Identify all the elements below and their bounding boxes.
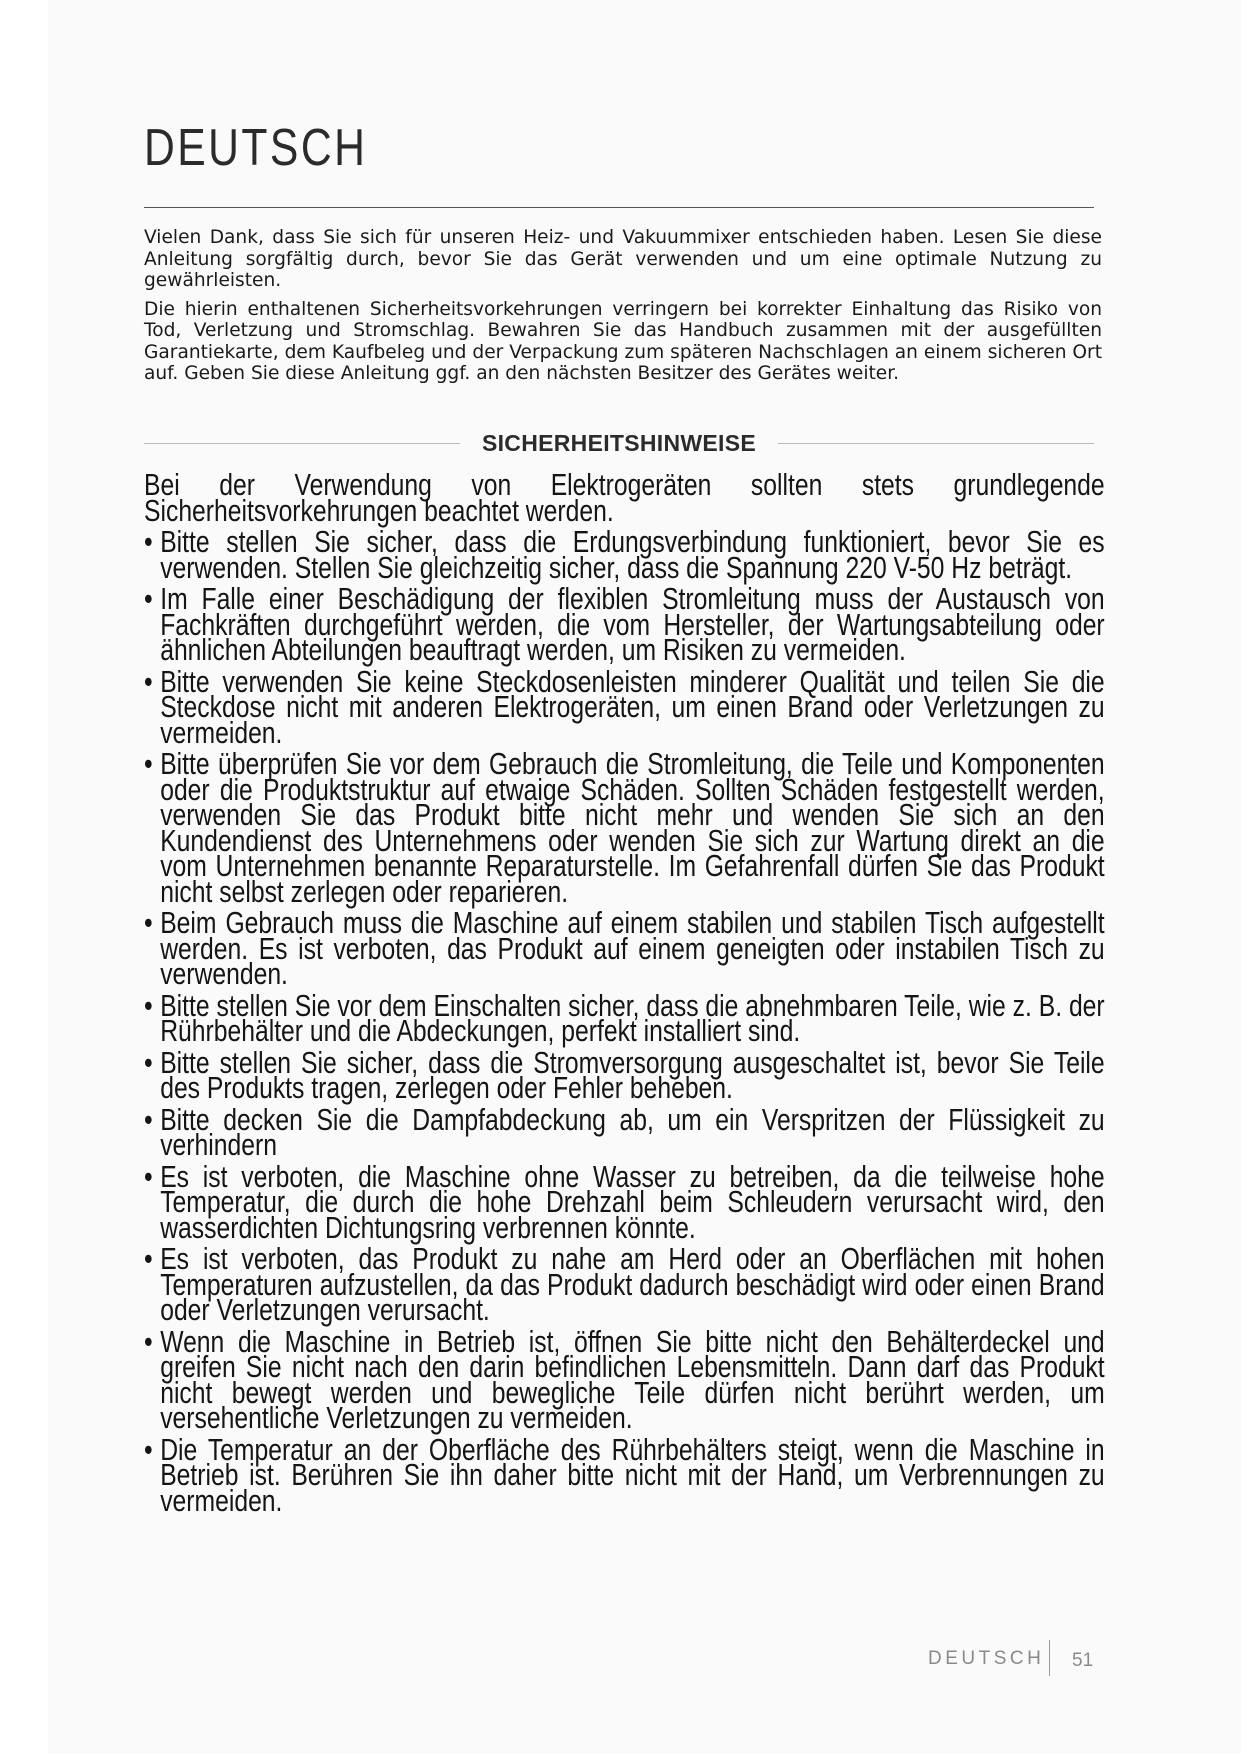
bullet: • xyxy=(144,582,153,616)
list-item xyxy=(144,582,1105,667)
bullet: • xyxy=(144,906,153,940)
safety-content xyxy=(144,468,1105,1520)
heading-rule-left xyxy=(144,443,460,444)
list-item xyxy=(144,1159,1105,1245)
list-item-text: Wenn die Maschine in Betrieb ist, öffnen Sie bitte nicht den Behälterdeckel und greifen Sie nicht nach den darin befindlichen Lebensmitteln. Dann darf das Produkt nicht bewegt werden und bewegliche Teile dürfen nicht berührt werden, um versehentliche Verletzungen zu vermeiden. xyxy=(160,1324,1105,1435)
footer-language: DEUTSCH xyxy=(928,1648,1045,1669)
list-item xyxy=(144,1045,1105,1105)
intro-paragraph: Vielen Dank, dass Sie sich für unseren Heiz- und Vakuummixer entschieden haben. Lesen Sie diese Anleitung sorgfältig durch, bevor Sie das Gerät verwenden und um eine optimale Nutzung zu gewährleisten. xyxy=(144,227,1102,291)
list-item-text: Bitte stellen Sie sicher, dass die Stromversorgung ausgeschaltet ist, bevor Sie Teile des Produkts tragen, zerlegen oder Fehler beheben. xyxy=(160,1045,1105,1105)
list-item xyxy=(144,906,1105,991)
list-item-text: Beim Gebrauch muss die Maschine auf einem stabilen und stabilen Tisch aufgestellt werden. Es ist verboten, das Produkt auf einem geneigten oder instabilen Tisch zu verwenden. xyxy=(160,906,1105,991)
bullet: • xyxy=(144,1102,153,1137)
heading-rule-right xyxy=(778,443,1094,444)
list-item xyxy=(144,1242,1105,1327)
page-number: 51 xyxy=(1072,1650,1094,1671)
list-item-text: Es ist verboten, das Produkt zu nahe am Herd oder an Oberflächen mit hohen Temperaturen aufzustellen, da das Produkt dadurch beschädigt wird oder einen Brand oder Verletzungen verursacht. xyxy=(160,1242,1105,1327)
manual-page xyxy=(48,0,1241,1754)
section-heading-label: SICHERHEITSHINWEISE xyxy=(481,430,757,456)
list-item xyxy=(144,525,1105,585)
list-item-text: Bitte stellen Sie vor dem Einschalten sicher, dass die abnehmbaren Teile, wie z. B. der Rührbehälter und die Abdeckungen, perfekt installiert sind. xyxy=(160,988,1105,1048)
bullet: • xyxy=(144,525,153,559)
bullet: • xyxy=(144,1324,153,1359)
bullet: • xyxy=(144,1432,153,1467)
list-item-text: Bitte verwenden Sie keine Steckdosenleisten minderer Qualität und teilen Sie die Steckdose nicht mit anderen Elektrogeräten, um einen Brand oder Verletzungen zu vermeiden. xyxy=(160,664,1105,750)
safety-list xyxy=(144,525,1105,1518)
bullet: • xyxy=(144,1045,153,1080)
list-item-text: Es ist verboten, die Maschine ohne Wasser zu betreiben, da die teilweise hohe Temperatur, die durch die hohe Drehzahl beim Schleudern verursacht wird, den wasserdichten Dichtungsring verbrennen könnte. xyxy=(160,1159,1105,1245)
bullet: • xyxy=(144,988,153,1023)
list-item-text: Bitte stellen Sie sicher, dass die Erdungsverbindung funktioniert, bevor Sie es verwenden. Stellen Sie gleichzeitig sicher, dass die Spannung 220 V-50 Hz beträgt. xyxy=(160,525,1105,585)
bullet: • xyxy=(144,1159,153,1194)
bullet: • xyxy=(144,747,153,781)
list-item-text: Die Temperatur an der Oberfläche des Rührbehälters steigt, wenn die Maschine in Betrieb ist. Berühren Sie ihn daher bitte nicht mit der Hand, um Verbrennungen zu vermeiden. xyxy=(160,1432,1105,1518)
intro-section xyxy=(144,227,1102,392)
list-item xyxy=(144,1432,1105,1518)
list-item xyxy=(144,664,1105,750)
list-item xyxy=(144,747,1105,909)
page-footer xyxy=(928,1640,1128,1680)
bullet: • xyxy=(144,664,153,699)
page-title: DEUTSCH xyxy=(144,119,368,177)
list-item-text: Bitte überprüfen Sie vor dem Gebrauch die Stromleitung, die Teile und Komponenten oder die Produktstruktur auf etwaige Schäden. Sollten Schäden festgestellt werden, verwenden Sie das Produkt bitte nicht mehr und wenden Sie sich an den Kundendienst des Unternehmens oder wenden Sie sich zur Wartung direkt an die vom Unternehmen benannte Reparaturstelle. Im Gefahrenfall dürfen Sie das Produkt nicht selbst zerlegen oder reparieren. xyxy=(160,747,1105,909)
title-divider xyxy=(144,207,1094,208)
safety-lead: Bei der Verwendung von Elektrogeräten sollten stets grundlegende Sicherheitsvorkehrungen beachtet werden. xyxy=(144,468,1105,528)
list-item-text: Bitte decken Sie die Dampfabdeckung ab, um ein Verspritzen der Flüssigkeit zu verhindern xyxy=(160,1102,1105,1162)
intro-paragraph: Die hierin enthaltenen Sicherheitsvorkehrungen verringern bei korrekter Einhaltung das Risiko von Tod, Verletzung und Stromschlag. Bewahren Sie das Handbuch zusammen mit der ausgefüllten Garantiekarte, dem Kaufbeleg und der Verpackung zum späteren Nachschlagen an einem sicheren Ort auf. Geben Sie diese Anleitung ggf. an den nächsten Besitzer des Gerätes weiter. xyxy=(144,298,1102,384)
bullet: • xyxy=(144,1242,153,1276)
list-item xyxy=(144,988,1105,1048)
footer-separator xyxy=(1049,1640,1050,1676)
section-heading xyxy=(144,430,1094,457)
list-item xyxy=(144,1102,1105,1162)
list-item xyxy=(144,1324,1105,1435)
list-item-text: Im Falle einer Beschädigung der flexiblen Stromleitung muss der Austausch von Fachkräften durchgeführt werden, die vom Hersteller, der Wartungsabteilung oder ähnlichen Abteilungen beauftragt werden, um Risiken zu vermeiden. xyxy=(160,582,1105,667)
